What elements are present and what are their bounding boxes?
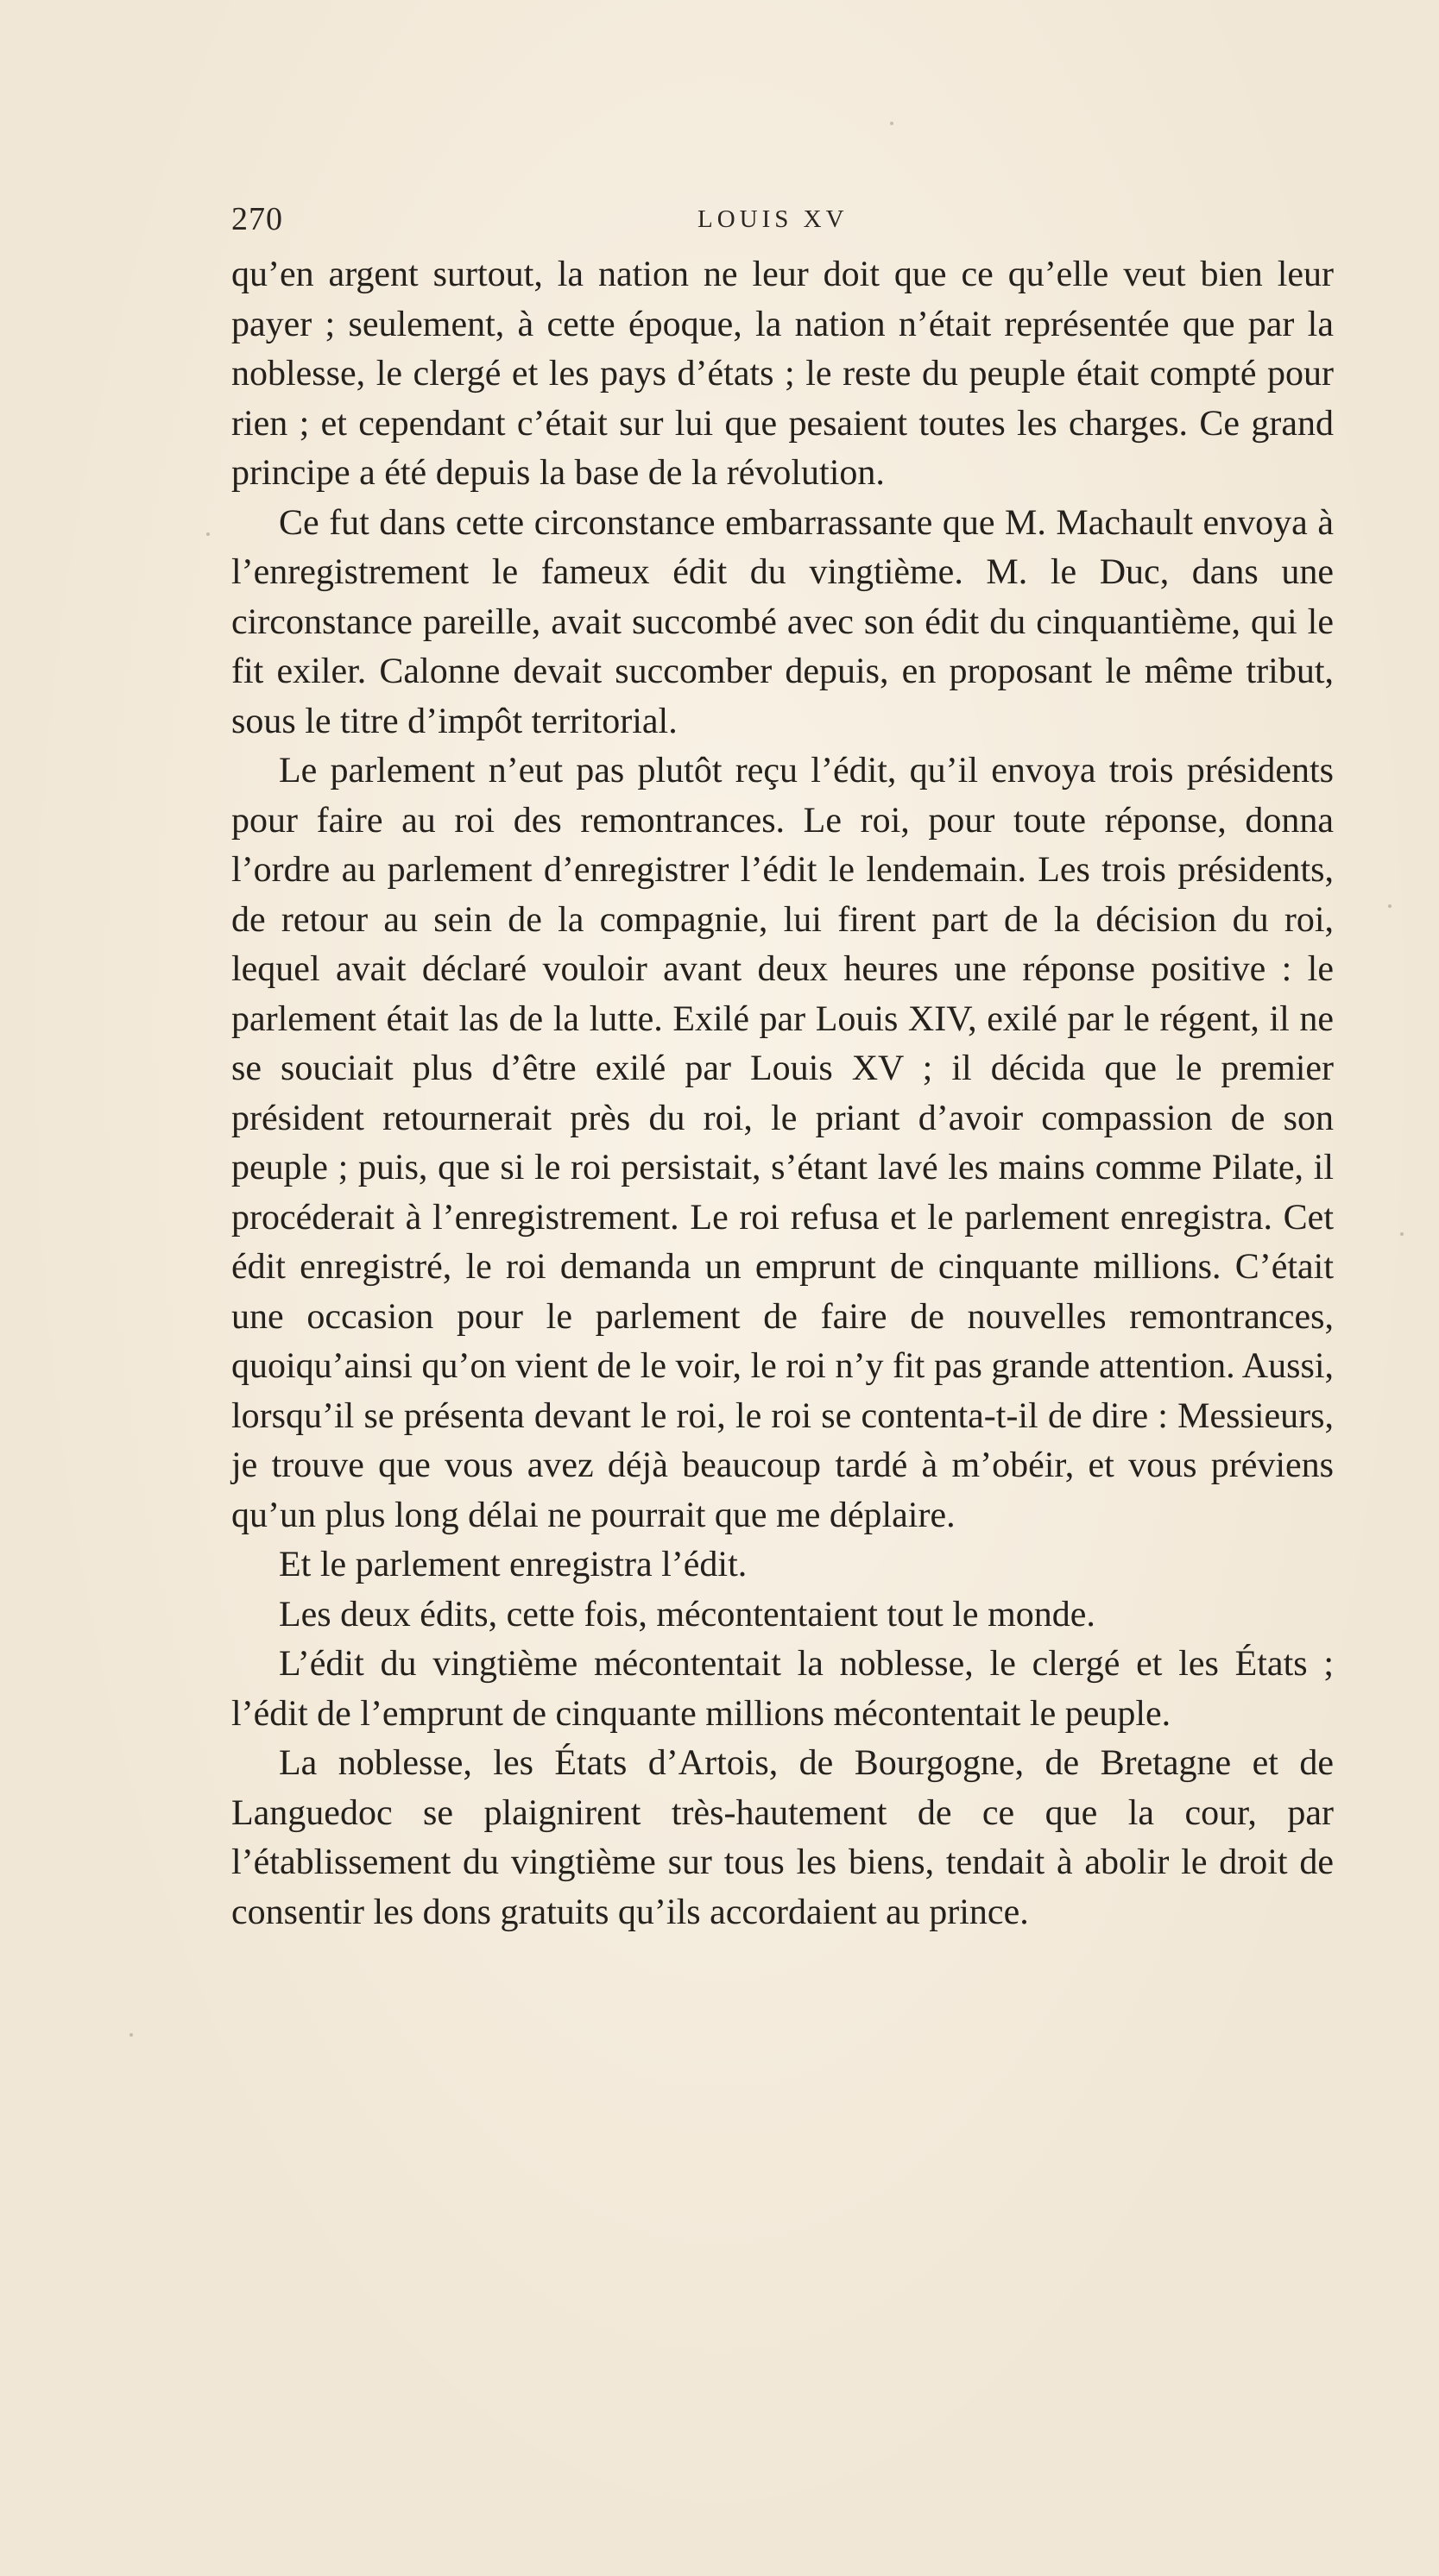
paragraph-nobility-complaints: La noblesse, les États d’Artois, de Bourgogne, de Bretagne et de Languedoc se plaignirent très-hautement de ce que la cour, par l’établissement du vingtième sur tous les biens, tendait à abolir le droit de consentir les dons gratuits qu’ils accordaient au prince. [231, 1743, 1334, 1932]
paragraph-two-edicts: Les deux édits, cette fois, mécontentaient tout le monde. [279, 1594, 1095, 1634]
running-head [231, 200, 1332, 243]
running-title: LOUIS XV [697, 205, 849, 233]
paper-speck [129, 2033, 133, 2037]
paragraph-parliament-registration: Le parlement n’eut pas plutôt reçu l’édit, qu’il envoya trois présidents pour faire au roi des remontrances. Le roi, pour toute réponse, donna l’ordre au parlement d’enregistrer l’édit le lendemain. Les trois présidents, de retour au sein de la compagnie, lui firent part de la décision du roi, lequel avait déclaré vouloir avant deux heures une réponse positive : le parlement était las de la lutte. Exilé par Louis XIV, exilé par le régent, il ne se souciait plus d’être exilé par Louis XV ; il décida que le premier président retournerait près du roi, le priant d’avoir compassion de son peuple ; puis, que si le roi persistait, s’étant lavé les mains comme Pilate, il procéderait à l’enregistrement. Le roi refusa et le parlement enregistra. Cet édit enregistré, le roi demanda un emprunt de cinquante millions. C’était une occasion pour le parlement de faire de nouvelles remontrances, quoiqu’ainsi qu’on vient de le voir, le roi n’y fit pas grande attention. Aussi, lorsqu’il se présenta devant le roi, le roi se contenta-t-il de dire : Messieurs, je trouve que vous avez déjà beaucoup tardé à m’obéir, et vous préviens qu’un plus long délai ne pourrait que me déplaire. [231, 751, 1334, 1535]
paragraph-vingtieme-discontent: L’édit du vingtième mécontentait la noblesse, le clergé et les États ; l’édit de l’emprunt de cinquante millions mécontentait le peuple. [231, 1644, 1334, 1734]
paragraph-parliament-registered: Et le parlement enregistra l’édit. [279, 1545, 748, 1584]
paper-speck [890, 122, 893, 125]
paper-speck [1388, 904, 1392, 908]
paper-speck [206, 532, 210, 536]
paragraph-machault-edict: Ce fut dans cette circonstance embarrassante que M. Machault envoya à l’enregistrement le fameux édit du vingtième. M. le Duc, dans une circonstance pareille, avait succombé avec son édit du cinquantième, qui le fit exiler. Calonne devait succomber depuis, en proposant le même tribut, sous le titre d’impôt territorial. [231, 502, 1334, 741]
body-text [231, 250, 1334, 1937]
paper-speck [1400, 1232, 1404, 1236]
paragraph-continuation: qu’en argent surtout, la nation ne leur doit que ce qu’elle veut bien leur payer ; seulement, à cette époque, la nation n’était représentée que par la noblesse, le clergé et les pays d’états ; le reste du peuple était compté pour rien ; et cependant c’était sur lui que pesaient toutes les charges. Ce grand principe a été depuis la base de la révolution. [231, 255, 1334, 493]
page-number: 270 [231, 201, 283, 237]
